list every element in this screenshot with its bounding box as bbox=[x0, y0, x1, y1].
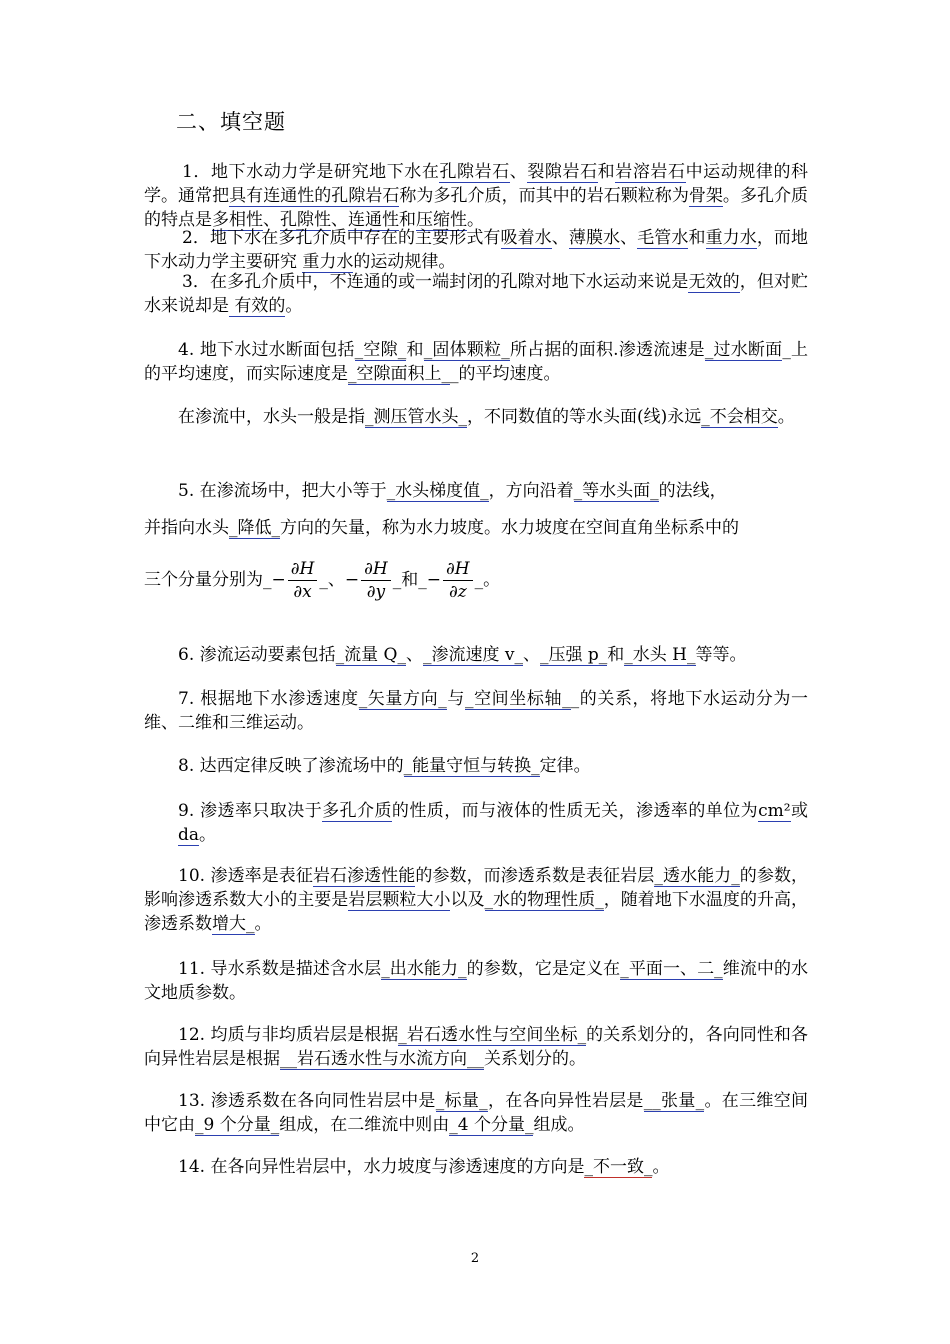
answer-blank: da bbox=[178, 825, 200, 845]
text: 、 bbox=[405, 645, 423, 665]
text: 等等。 bbox=[695, 645, 747, 665]
text: _、 bbox=[319, 570, 345, 590]
question-7 bbox=[144, 687, 808, 735]
question-4-continued bbox=[144, 405, 808, 429]
answer-blank: _岩石透水性与空间坐标_ bbox=[398, 1025, 587, 1045]
answer-blank: 岩层颗粒大小 bbox=[348, 890, 451, 910]
question-8 bbox=[144, 754, 808, 778]
text: 或 bbox=[790, 801, 809, 821]
text: 。在三维空间中它由 bbox=[144, 1091, 809, 1135]
text: 8. 达西定律反映了渗流场中的 bbox=[178, 756, 404, 776]
text: 三个分量分别为_ bbox=[144, 570, 272, 590]
answer-blank: 具有连通性的孔隙岩石 bbox=[229, 186, 400, 206]
question-5 bbox=[144, 479, 808, 503]
question-5-line-2 bbox=[144, 516, 808, 540]
denominator: ∂y bbox=[366, 582, 386, 602]
text: 中运动规律的科学。通常把 bbox=[144, 162, 809, 206]
answer-blank: _水的物理性质_ bbox=[484, 890, 604, 910]
text: 、 bbox=[331, 210, 348, 230]
answer-blank: _透水能力_ bbox=[654, 866, 740, 886]
text: _上的平均速度，而实际速度是 bbox=[144, 340, 809, 384]
answer-blank: 薄膜水 bbox=[568, 228, 621, 248]
answer-blank: _水头梯度值_ bbox=[386, 481, 489, 501]
page-number: 2 bbox=[470, 1251, 480, 1266]
answer-blank: cm² bbox=[758, 801, 791, 821]
answer-blank: 压缩性 bbox=[416, 210, 467, 230]
question-13 bbox=[144, 1089, 808, 1137]
answer-blank: _过水断面 bbox=[704, 340, 783, 360]
answer-blank: _降低_ bbox=[229, 518, 280, 538]
answer-blank: _平面一、二_ bbox=[620, 959, 723, 979]
text: 的性质，而与液体的性质无关，渗透率的单位为 bbox=[391, 801, 759, 821]
question-5-line-3 bbox=[144, 556, 808, 604]
text: _的关系，将地下水运动分为一维、二维和三维运动。 bbox=[144, 689, 809, 733]
text: 、 bbox=[263, 210, 280, 230]
text: 。多孔介质的特点是 bbox=[144, 186, 809, 230]
text: 的关系划分的，各向同性和各向异性岩层是根据 bbox=[144, 1025, 808, 1069]
text: 的运动规律。 bbox=[353, 252, 456, 272]
text: 以及 bbox=[450, 890, 485, 910]
numerator: ∂H bbox=[443, 558, 473, 581]
text: 2．地下水在多孔介质中存在的主要形式有 bbox=[182, 228, 501, 248]
text: ，而地下水动力学主要研究 bbox=[144, 228, 809, 272]
answer-blank: 有效的 bbox=[229, 296, 286, 316]
answer-blank: _等水头面_ bbox=[573, 481, 659, 501]
denominator: ∂z bbox=[448, 582, 467, 602]
text: 3．在多孔介质中，不连通的或一端封闭的孔隙对地下水运动来说是 bbox=[182, 272, 689, 292]
answer-blank: 裂隙岩石 bbox=[527, 162, 598, 182]
answer-blank: _渗流速度 v_ bbox=[422, 645, 523, 665]
answer-blank: _矢量方向_ bbox=[358, 689, 447, 709]
text: 4. 地下水过水断面包括 bbox=[178, 340, 355, 360]
question-3 bbox=[144, 270, 808, 318]
answer-blank: 岩溶岩石 bbox=[615, 162, 686, 182]
numerator: ∂H bbox=[288, 558, 318, 581]
answer-blank: _标量_ bbox=[435, 1091, 488, 1111]
text: 12. 均质与非均质岩层是根据 bbox=[178, 1025, 399, 1045]
text: 和 bbox=[399, 210, 416, 230]
text: 。 bbox=[254, 914, 272, 934]
minus-sign: − bbox=[344, 570, 360, 590]
text: _的平均速度。 bbox=[450, 364, 561, 384]
text: 定律。 bbox=[539, 756, 591, 776]
answer-blank: _空隙面积上_ bbox=[348, 364, 450, 384]
text: 。 bbox=[199, 825, 217, 845]
answer-blank: _水头 H_ bbox=[624, 645, 696, 665]
answer-blank: __岩石透水性与水流方向__ bbox=[280, 1049, 484, 1069]
answer-blank: 重力水 bbox=[705, 228, 757, 248]
text: 。 bbox=[285, 296, 303, 316]
text: 组成。 bbox=[533, 1115, 585, 1135]
numerator: ∂H bbox=[361, 558, 391, 581]
answer-blank: _不会相交 bbox=[701, 407, 778, 427]
text: 5. 在渗流场中，把大小等于 bbox=[178, 481, 387, 501]
text: 组成，在二维流中则由 bbox=[279, 1115, 450, 1135]
answer-blank: 骨架 bbox=[688, 186, 723, 206]
text: 和 bbox=[688, 228, 706, 248]
text: 13. 渗透系数在各向同性岩层中是 bbox=[178, 1091, 436, 1111]
text: 和 bbox=[406, 340, 424, 360]
answer-blank: 多孔介质 bbox=[322, 801, 392, 821]
text: _和_ bbox=[392, 570, 427, 590]
answer-blank: _9 个分量_ bbox=[195, 1115, 280, 1135]
answer-blank: 毛管水 bbox=[637, 228, 689, 248]
text: 并指向水头 bbox=[144, 518, 229, 538]
text: 。 bbox=[777, 407, 795, 427]
text: ，随着地下水温度的升高，渗透系数 bbox=[144, 890, 809, 934]
question-4 bbox=[144, 338, 808, 386]
question-10 bbox=[144, 864, 808, 936]
text: 称为多孔介质，而其中的岩石颗粒称为 bbox=[399, 186, 689, 206]
text: 10. 渗透率是表征 bbox=[178, 866, 313, 886]
text: 。 bbox=[467, 210, 484, 230]
fraction-dH-dy bbox=[361, 558, 391, 603]
minus-sign: − bbox=[426, 570, 441, 590]
question-2 bbox=[144, 226, 808, 274]
answer-blank: _4 个分量_ bbox=[449, 1115, 534, 1135]
text: 所占据的面积.渗透流速是 bbox=[509, 340, 705, 360]
text: 方向的矢量，称为水力坡度。水力坡度在空间直角坐标系中的 bbox=[280, 518, 739, 538]
minus-sign: − bbox=[271, 570, 286, 590]
text: ，在各向异性岩层是 bbox=[487, 1091, 644, 1111]
answer-blank: 岩石渗透性能 bbox=[312, 866, 416, 886]
answer-blank: _不一致_ bbox=[584, 1157, 653, 1177]
fraction-dH-dz bbox=[443, 558, 473, 603]
answer-blank: 连通性 bbox=[348, 210, 399, 230]
text: 和 bbox=[597, 162, 616, 182]
question-6 bbox=[144, 643, 808, 667]
question-12 bbox=[144, 1023, 808, 1071]
answer-blank: _空隙_ bbox=[354, 340, 407, 360]
section-heading: 二、填空题 bbox=[176, 110, 286, 134]
answer-blank: _空间坐标轴_ bbox=[464, 689, 571, 709]
text: ，但对贮水来说却是 bbox=[144, 272, 808, 316]
question-1 bbox=[144, 160, 808, 232]
answer-blank: 孔隙性 bbox=[280, 210, 331, 230]
answer-blank: 重力水 bbox=[302, 252, 354, 272]
text: 的参数，而渗透系数是表征岩层 bbox=[415, 866, 655, 886]
answer-blank: _能量守恒与转换_ bbox=[403, 756, 540, 776]
answer-blank: _出水能力_ bbox=[381, 959, 467, 979]
question-11 bbox=[144, 957, 808, 1005]
answer-blank: 吸着水 bbox=[500, 228, 552, 248]
answer-blank: _测压管水头_ bbox=[365, 407, 467, 427]
text: 9. 渗透率只取决于 bbox=[178, 801, 323, 821]
question-14 bbox=[144, 1155, 808, 1179]
answer-blank: 孔隙岩石 bbox=[439, 162, 510, 182]
text: 的参数，它是定义在 bbox=[466, 959, 621, 979]
text: 14. 在各向异性岩层中，水力坡度与渗透速度的方向是 bbox=[178, 1157, 585, 1177]
text: ，不同数值的等水头面(线)永远 bbox=[467, 407, 702, 427]
text: 11. 导水系数是描述含水层 bbox=[178, 959, 382, 979]
answer-blank: 增大_ bbox=[212, 914, 255, 934]
text: 的法线， bbox=[658, 481, 727, 501]
text: 关系划分的。 bbox=[484, 1049, 586, 1069]
answer-blank: 无效的 bbox=[688, 272, 740, 292]
text: ，方向沿着 bbox=[488, 481, 574, 501]
text: 、 bbox=[509, 162, 528, 182]
text: _。 bbox=[474, 570, 501, 590]
answer-blank: _压强 p_ bbox=[539, 645, 608, 665]
answer-blank: __张量_ bbox=[643, 1091, 705, 1111]
answer-blank: 多相性 bbox=[212, 210, 263, 230]
fraction-dH-dx bbox=[288, 558, 318, 603]
text: 维流中的水文地质参数。 bbox=[144, 959, 809, 1003]
text: 的参数，影响渗透系数大小的主要是 bbox=[144, 866, 809, 910]
denominator: ∂x bbox=[293, 582, 312, 602]
text: 、 bbox=[551, 228, 569, 248]
text: 1．地下水动力学是研究地下水在 bbox=[182, 162, 440, 182]
text: 7. 根据地下水渗透速度 bbox=[178, 689, 359, 709]
answer-blank: _流量 Q_ bbox=[335, 645, 406, 665]
text: 。 bbox=[652, 1157, 670, 1177]
text: 与 bbox=[446, 689, 465, 709]
text: 6. 渗流运动要素包括 bbox=[178, 645, 336, 665]
answer-blank: _固体颗粒_ bbox=[423, 340, 510, 360]
question-9 bbox=[144, 799, 808, 847]
text: 在渗流中，水头一般是指 bbox=[178, 407, 365, 427]
text: 、 bbox=[522, 645, 540, 665]
text: 、 bbox=[620, 228, 638, 248]
text: 和 bbox=[607, 645, 625, 665]
